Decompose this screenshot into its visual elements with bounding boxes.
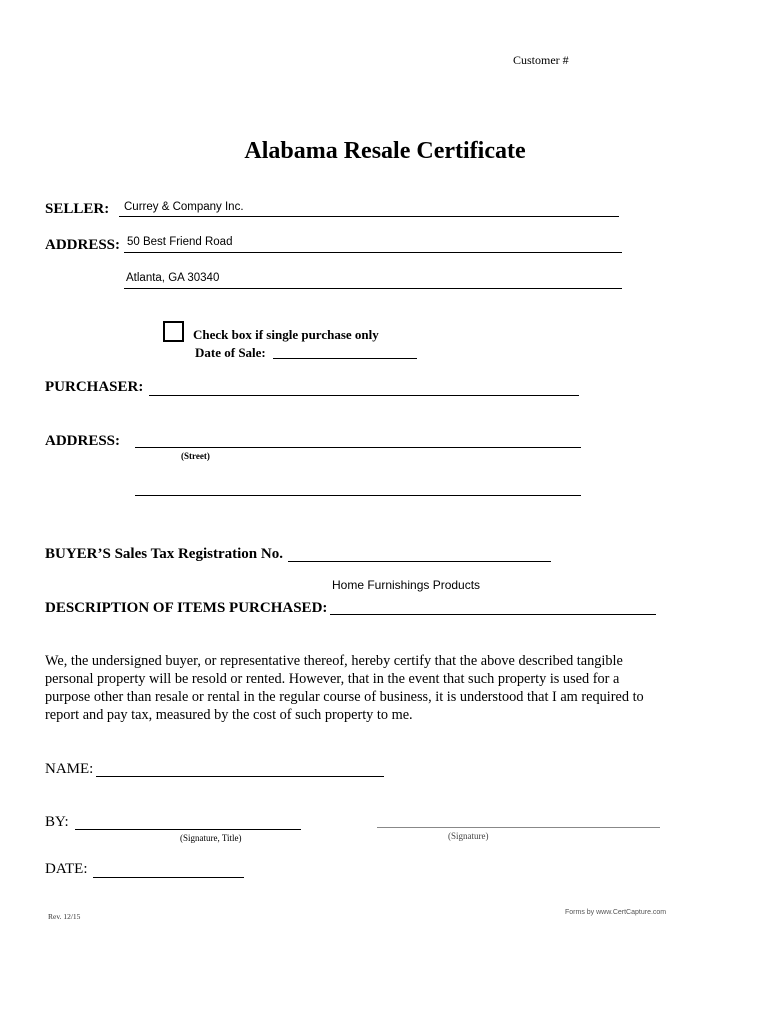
- purchaser-address-line2-field[interactable]: [135, 495, 581, 496]
- date-of-sale-field[interactable]: [273, 358, 417, 359]
- seller-address-label: ADDRESS:: [45, 237, 121, 253]
- forms-credit: Forms by www.CertCapture.com: [565, 909, 667, 916]
- signature-caption: (Signature): [448, 831, 489, 841]
- description-field[interactable]: [330, 614, 656, 615]
- name-label: NAME:: [45, 761, 94, 777]
- seller-name-field[interactable]: [119, 216, 619, 217]
- date-field[interactable]: [93, 877, 244, 878]
- tax-registration-field[interactable]: [288, 561, 551, 562]
- purchaser-street-field[interactable]: [135, 447, 581, 448]
- single-purchase-checkbox[interactable]: [163, 321, 184, 342]
- document-title: Alabama Resale Certificate: [244, 138, 526, 164]
- signature-title-field[interactable]: [75, 829, 301, 830]
- single-purchase-label: Check box if single purchase only: [193, 327, 379, 342]
- date-of-sale-label: Date of Sale:: [195, 345, 266, 360]
- description-label: DESCRIPTION OF ITEMS PURCHASED:: [45, 600, 328, 616]
- purchaser-field[interactable]: [149, 395, 579, 396]
- seller-address-line1-field[interactable]: [124, 252, 622, 253]
- seller-address-line2-value: Atlanta, GA 30340: [126, 272, 220, 284]
- description-value: Home Furnishings Products: [332, 578, 481, 592]
- signature-title-caption: (Signature, Title): [180, 833, 242, 843]
- customer-number-label: Customer #: [513, 53, 569, 67]
- by-label: BY:: [45, 814, 69, 830]
- revision-note: Rev. 12/15: [48, 912, 81, 921]
- name-field[interactable]: [96, 776, 384, 777]
- date-label: DATE:: [45, 861, 88, 877]
- seller-name-value: Currey & Company Inc.: [124, 201, 244, 213]
- certification-statement: We, the undersigned buyer, or representative thereof, hereby certify that the above described tangible personal property will be resold or rented. However, that in the event that such property is used for a purpose other than resale or rental in the regular course of business, it is understood that I am required to report and pay tax, measured by the cost of such property to me.: [45, 653, 644, 723]
- street-caption: (Street): [181, 451, 210, 461]
- signature-field[interactable]: [377, 827, 660, 828]
- purchaser-address-label: ADDRESS:: [45, 433, 121, 449]
- seller-address-line1-value: 50 Best Friend Road: [127, 236, 233, 248]
- seller-label: SELLER:: [45, 201, 110, 217]
- seller-address-line2-field[interactable]: [124, 288, 622, 289]
- tax-registration-label: BUYER’S Sales Tax Registration No.: [45, 546, 283, 562]
- purchaser-label: PURCHASER:: [45, 379, 144, 395]
